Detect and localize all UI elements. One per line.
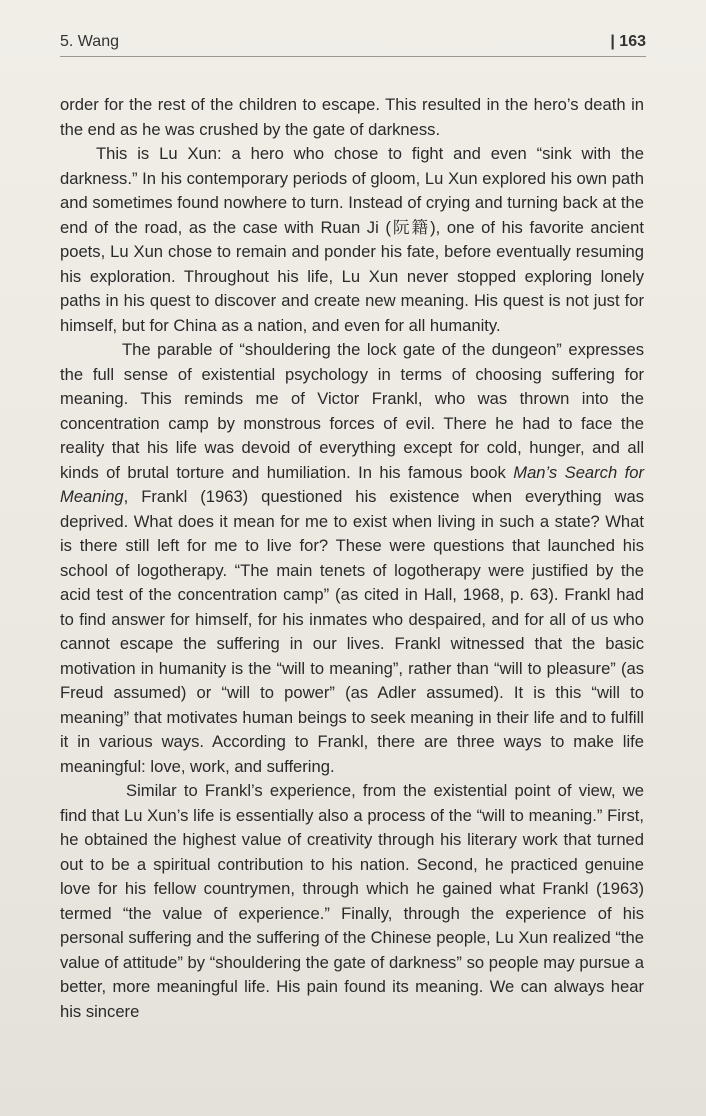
paragraph-3 bbox=[60, 338, 644, 779]
paragraph-3-part-2: , Frankl (1963) questioned his existence when everything was deprived. What does it mean for me to exist when living in such a state? What is there still left for me to live for? These were questions that launched his school of logotherapy. “The main tenets of logotherapy were justified by the acid test of the concentration camp” (as cited in Hall, 1968, p. 63). Frankl had to find answer for himself, for his inmates who despaired, and for all of us who cannot escape the suffering in our lives. Frankl witnessed that the basic motivation in humanity is the “will to meaning”, rather than “will to pleasure” (as Freud assumed) or “will to power” (as Adler assumed). It is this “will to meaning” that motivates human beings to seek meaning in their life and to fulfill it in various ways. According to Frankl, there are three ways to make life meaningful: love, work, and suffering. bbox=[60, 487, 644, 776]
book-title: Man’s Search for Meaning bbox=[60, 462, 644, 506]
running-header bbox=[60, 30, 646, 57]
paragraph-2: This is Lu Xun: a hero who chose to fight and even “sink with the darkness.” In his contemporary periods of gloom, Lu Xun explored his own path and sometimes found nowhere to turn. Instead of crying and turning back at the end of the road, as the case with Ruan Ji (阮籍), one of his favorite ancient poets, Lu Xun chose to remain and ponder his fate, before eventually resuming his exploration. Throughout his life, Lu Xun never stopped exploring lonely paths in his quest to discover and create new meaning. His quest is not just for himself, but for China as a nation, and even for all humanity. bbox=[60, 144, 644, 335]
paragraph-3-part-1: The parable of “shouldering the lock gate of the dungeon” expresses the full sense of existential psychology in terms of choosing suffering for meaning. This reminds me of Victor Frankl, who was thrown into the concentration camp by monstrous forces of evil. There he had to face the reality that his life was devoid of everything except for cold, hunger, and all kinds of brutal torture and humiliation. In his famous book bbox=[60, 340, 644, 482]
paragraph-4: Similar to Frankl’s experience, from the existential point of view, we find that Lu Xun’s life is essentially also a process of the “will to meaning.” First, he obtained the highest value of creativity through his literary work that turned out to be a spiritual contribution to his nation. Second, he practiced genuine love for his fellow countrymen, through which he gained what Frankl (1963) termed “the value of experience.” Finally, through the experience of his personal suffering and the suffering of the Chinese people, Lu Xun realized “the value of attitude” by “shouldering the gate of darkness” so people may pursue a better, more meaningful life. His pain found its meaning. We can always hear his sincere bbox=[60, 781, 644, 1021]
paragraph-1: order for the rest of the children to escape. This resulted in the hero’s death in the end as he was crushed by the gate of darkness. bbox=[60, 95, 644, 139]
body-text bbox=[60, 93, 644, 1024]
header-author: 5. Wang bbox=[60, 33, 119, 50]
header-page-number: | 163 bbox=[610, 33, 646, 50]
